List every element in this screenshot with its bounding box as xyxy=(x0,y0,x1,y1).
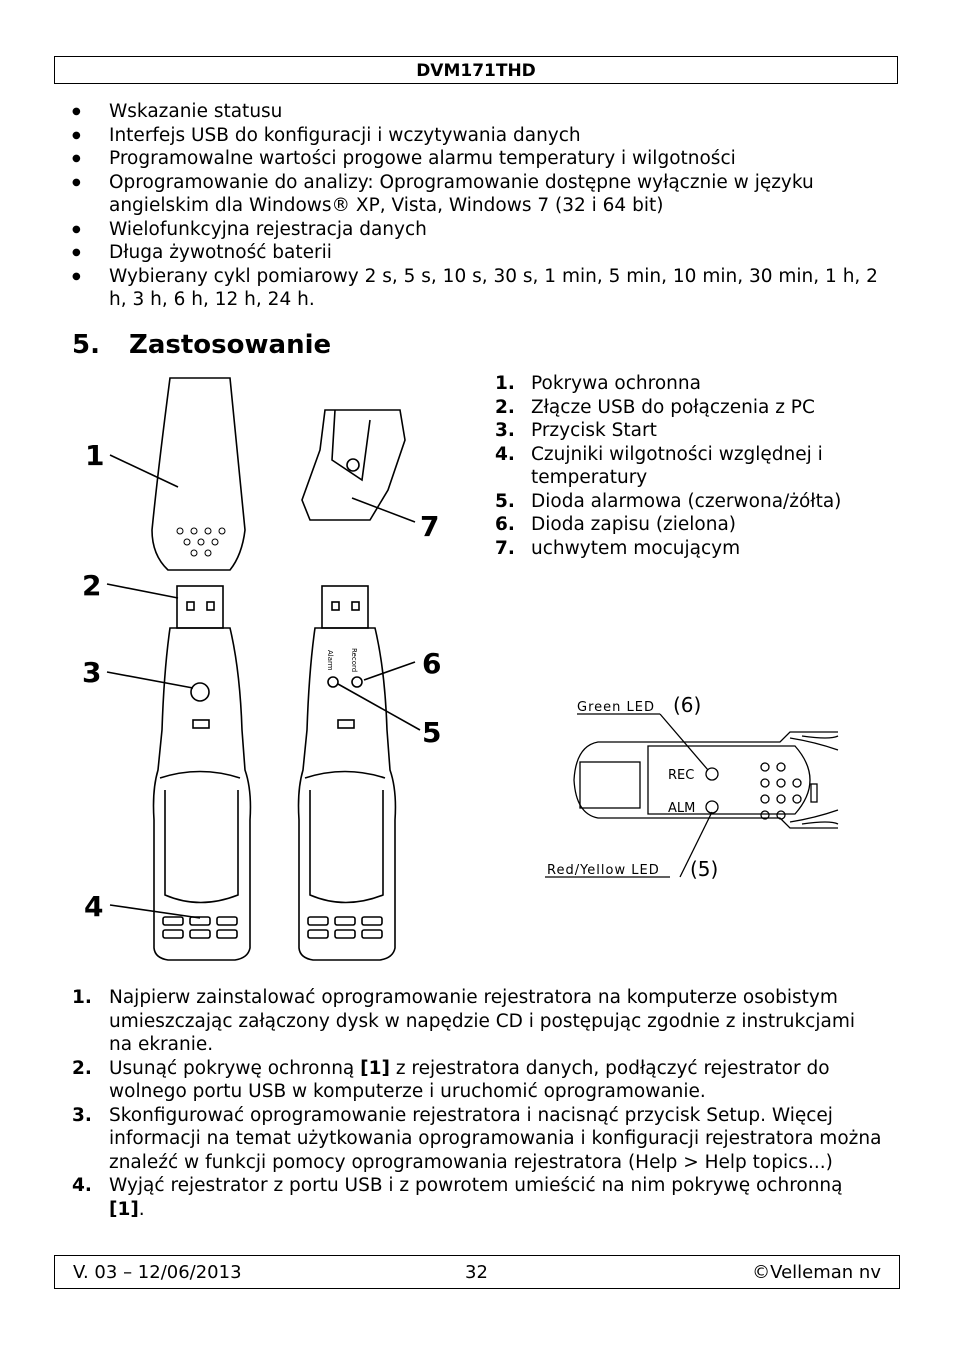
list-item: 6. Dioda zapisu (zielona) xyxy=(495,514,737,535)
record-label: Record xyxy=(350,648,358,673)
led-detail-diagram xyxy=(540,690,840,890)
alarm-label: Alarm xyxy=(326,650,334,671)
alm-label: ALM xyxy=(668,801,696,816)
logger-body-back xyxy=(299,628,396,960)
logger-body-front xyxy=(154,628,251,960)
steps-list xyxy=(72,986,882,1221)
page-header xyxy=(54,56,898,84)
callout-6: 6 xyxy=(422,647,442,680)
list-item: 5. Dioda alarmowa (czerwona/żółta) xyxy=(495,490,842,512)
callout-2: 2 xyxy=(82,569,102,602)
device-diagram xyxy=(70,370,450,970)
callout-7: 7 xyxy=(420,510,440,543)
list-item: ● Interfejs USB do konfiguracji i wczytywania danych xyxy=(72,124,882,148)
green-led-number: (6) xyxy=(673,693,702,717)
list-item: 3. Przycisk Start xyxy=(495,420,657,441)
section-heading xyxy=(72,330,331,360)
callout-4: 4 xyxy=(84,890,104,923)
list-item: 2. Złącze USB do połączenia z PC xyxy=(495,396,815,418)
callout-1: 1 xyxy=(85,439,105,472)
list-item: 7. uchwytem mocującym xyxy=(495,537,741,559)
section-title: Zastosowanie xyxy=(129,330,332,360)
mounting-bracket xyxy=(302,410,405,520)
list-item: ● Wielofunkcyjna rejestracja danych xyxy=(72,218,882,242)
callout-5: 5 xyxy=(422,716,442,749)
list-item: 4. Wyjąć rejestrator z portu USB i z powrotem umieścić na nim pokrywę ochronną [1]. xyxy=(72,1175,843,1220)
list-item: ● Wybierany cykl pomiarowy 2 s, 5 s, 10 s, 30 s, 1 min, 5 min, 10 min, 30 min, 1 h, 2 h, 3 h, 6 h, 12 h, 24 h. xyxy=(72,265,882,312)
red-led-number: (5) xyxy=(690,857,719,881)
list-item: ● Długa żywotność baterii xyxy=(72,241,882,265)
list-item: 1. Najpierw zainstalować oprogramowanie rejestratora na komputerze osobistym umieszczając załączony dysk w napędzie CD i postępując zgodnie z instrukcjami na ekranie. xyxy=(72,987,855,1055)
green-led-label: Green LED xyxy=(577,700,655,715)
model-title: DVM171THD xyxy=(416,61,536,81)
list-item: ● Programowalne wartości progowe alarmu temperatury i wilgotności xyxy=(72,147,882,171)
parts-list xyxy=(495,372,885,560)
version-date: V. 03 – 12/06/2013 xyxy=(73,1262,242,1283)
page-number: 32 xyxy=(465,1262,488,1283)
rec-label: REC xyxy=(668,768,695,783)
list-item: ● Wskazanie statusu xyxy=(72,100,882,124)
list-item: 4. Czujniki wilgotności względnej i temperatury xyxy=(495,443,823,488)
list-item: 2. Usunąć pokrywę ochronną [1] z rejestratora danych, podłączyć rejestrator do wolnego portu USB w komputerze i uruchomić oprogramowanie. xyxy=(72,1057,830,1102)
red-led-label: Red/Yellow LED xyxy=(547,863,660,878)
callout-3: 3 xyxy=(82,656,102,689)
list-item: ● Oprogramowanie do analizy: Oprogramowanie dostępne wyłącznie w języku angielskim dla Windows® XP, Vista, Windows 7 (32 i 64 bit) xyxy=(72,171,882,218)
copyright: ©Velleman nv xyxy=(752,1262,881,1283)
page-footer xyxy=(54,1255,900,1289)
list-item: 3. Skonfigurować oprogramowanie rejestratora i nacisnąć przycisk Setup. Więcej informacji na temat użytkowania oprogramowania i konfiguracji rejestratora można znaleźć w funkcji pomocy oprogramowania rejestratora (Help > Help topics...) xyxy=(72,1104,882,1173)
list-item: 1. Pokrywa ochronna xyxy=(495,373,701,394)
section-number: 5. xyxy=(72,330,100,360)
feature-list xyxy=(72,100,882,312)
